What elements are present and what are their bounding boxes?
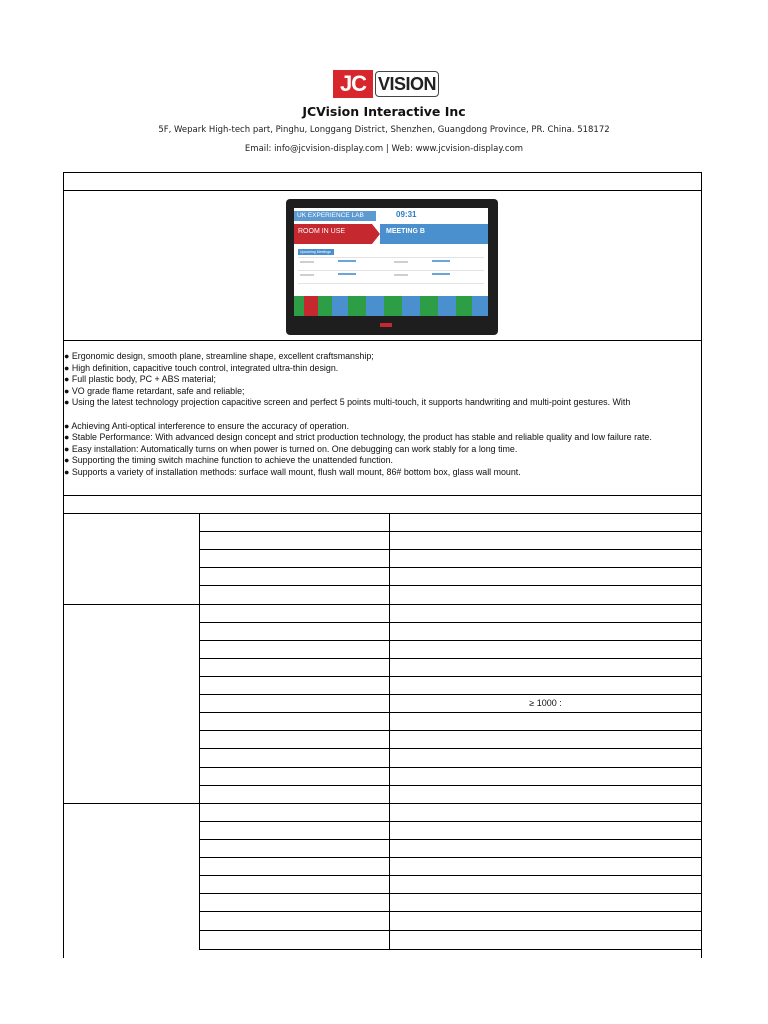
feature-item: ● VO grade flame retardant, safe and reliable;: [64, 385, 245, 396]
screen-upcoming-list: [298, 257, 484, 287]
spec-group-divider: [63, 604, 702, 605]
product-image: [286, 199, 498, 335]
feature-list: [64, 351, 704, 479]
spec-row-divider: [199, 767, 702, 768]
company-logo: [333, 70, 439, 98]
screen-meeting: MEETING B: [386, 228, 425, 235]
spec-header-divider: [63, 513, 702, 514]
spec-row-divider: [199, 730, 702, 731]
screen-time: 09:31: [396, 210, 417, 219]
feature-item: ● High definition, capacitive touch control, integrated ultra-thin design.: [64, 362, 339, 373]
spec-row-divider: [199, 622, 702, 623]
feature-item: ● Full plastic body, PC + ABS material;: [64, 374, 216, 385]
device-logo-icon: [380, 323, 392, 327]
spec-col-divider-2: [389, 513, 390, 950]
screen-upcoming-label: Upcoming Meetings: [300, 250, 331, 254]
spec-row-divider: [199, 585, 702, 586]
spec-row-divider: [199, 839, 702, 840]
screen-status: ROOM IN USE: [298, 228, 346, 235]
company-address: 5F, Wepark High-tech part, Pinghu, Longgang District, Shenzhen, Guangdong Province, PR. China. 518172: [158, 125, 610, 135]
logo-vision-word: VISION: [375, 71, 439, 97]
spec-row-divider: [199, 893, 702, 894]
screen-meeting-panel: [380, 224, 488, 244]
feature-item: ● Supporting the timing switch machine function to achieve the unattended function.: [64, 455, 394, 466]
feature-item: ● Ergonomic design, smooth plane, streamline shape, excellent craftsmanship;: [64, 351, 374, 361]
spec-row-divider: [199, 949, 702, 950]
device-screen: [294, 208, 488, 316]
spec-row-divider: [199, 785, 702, 786]
spec-row-divider: [199, 857, 702, 858]
feature-item: ● Using the latest technology projection capacitive screen and perfect 5 points multi-touch, it supports handwriting and multi-point gestures. With: [64, 397, 631, 408]
screen-room-name-bar: [294, 211, 376, 221]
feature-spacer: [64, 409, 704, 421]
spec-group-divider: [63, 803, 702, 804]
screen-upcoming-tab: [298, 249, 334, 255]
spec-row-divider: [199, 748, 702, 749]
spec-row-divider: [199, 531, 702, 532]
spec-col-divider-1: [199, 513, 200, 950]
screen-timeline: [294, 288, 488, 316]
spec-row-divider: [199, 911, 702, 912]
screen-status-panel: [294, 224, 372, 244]
company-contact: Email: info@jcvision-display.com | Web: www.jcvision-display.com: [244, 144, 524, 154]
company-name: JCVision Interactive Inc: [302, 104, 466, 119]
feature-item: ● Easy installation: Automatically turns on when power is turned on. One debugging can work stably for a long time.: [64, 443, 518, 454]
features-row-divider: [63, 495, 702, 496]
logo-jc-mark: JC: [333, 70, 373, 98]
image-row-divider: [63, 340, 702, 341]
contrast-ratio-value: ≥ 1000 :: [529, 698, 562, 708]
screen-status-arrow: [372, 224, 380, 244]
feature-item: ● Stable Performance: With advanced design concept and strict production technology, the product has stable and reliable quality and low failure rate.: [64, 432, 652, 443]
spec-row-divider: [199, 712, 702, 713]
title-row-divider: [63, 190, 702, 191]
feature-item: ● Achieving Anti-optical interference to ensure the accuracy of operation.: [64, 420, 350, 431]
spec-row-divider: [199, 549, 702, 550]
feature-item: ● Supports a variety of installation methods: surface wall mount, flush wall mount, 86# bottom box, glass wall mount.: [64, 466, 521, 477]
spec-row-divider: [199, 676, 702, 677]
spec-row-divider: [199, 930, 702, 931]
spec-row-divider: [199, 640, 702, 641]
screen-room-name: UK EXPERIENCE LAB: [297, 212, 364, 219]
spec-row-divider: [199, 658, 702, 659]
spec-row-divider: [199, 694, 702, 695]
spec-row-divider: [199, 821, 702, 822]
spec-row-divider: [199, 567, 702, 568]
spec-row-divider: [199, 875, 702, 876]
